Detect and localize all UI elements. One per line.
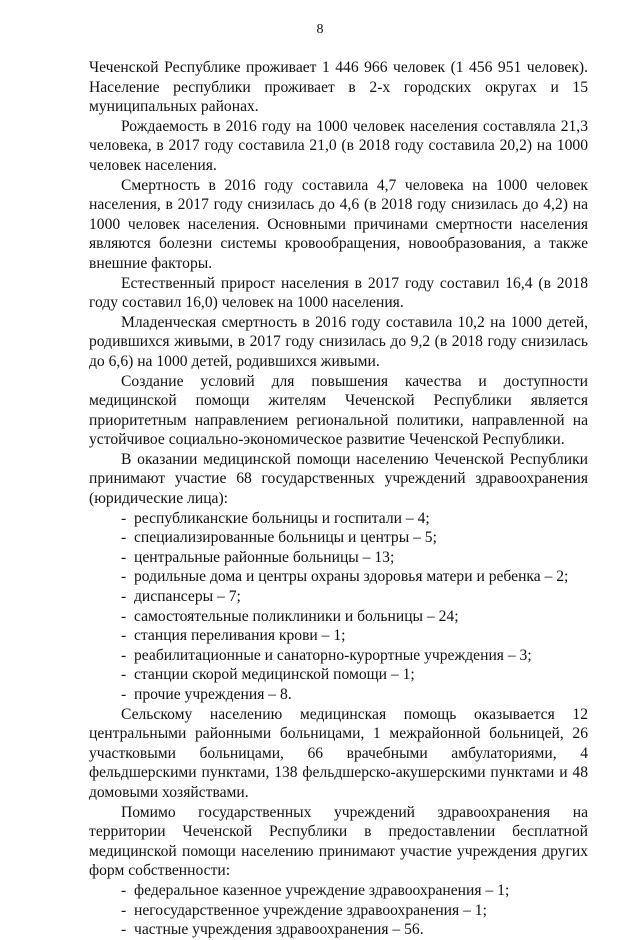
list-item: - специализированные больницы и центры – 5; (121, 528, 588, 548)
state-institutions-paragraph: В оказании медицинской помощи населению Чеченской Республики принимают участие 68 государственных учреждений здравоохранения (юридические лица): (89, 450, 588, 508)
list-item: - частные учреждения здравоохранения – 56. (121, 920, 588, 940)
birth-rate-paragraph: Рождаемость в 2016 году на 1000 человек населения составляла 21,3 человека, в 2017 году составила 21,0 (в 2018 году составила 20,2) на 1000 человек населения. (89, 117, 588, 174)
state-institutions-list (89, 509, 588, 705)
list-item: - родильные дома и центры охраны здоровья матери и ребенка – 2; (121, 567, 588, 587)
other-forms-list (89, 881, 588, 940)
list-item: - диспансеры – 7; (121, 587, 588, 607)
priority-paragraph: Создание условий для повышения качества и доступности медицинской помощи жителям Чеченской Республики является приоритетным направлением региональной политики, направленной на устойчивое социально-экономическое развитие Чеченской Республики. (89, 372, 588, 449)
list-item: - реабилитационные и санаторно-курортные учреждения – 3; (121, 646, 588, 666)
list-item: - республиканские больницы и госпитали – 4; (121, 509, 588, 529)
list-item: - самостоятельные поликлиники и больницы – 24; (121, 607, 588, 627)
mortality-paragraph: Смертность в 2016 году составила 4,7 человека на 1000 человек населения, в 2017 году снизилась до 4,6 (в 2018 году снизилась до 4,2) на 1000 человек населения. Основными причинами смертности населения являются болезни системы кровообращения, новообразования, а также внешние факторы. (89, 176, 588, 272)
list-item: - негосударственное учреждение здравоохранения – 1; (121, 901, 588, 921)
list-item: - центральные районные больницы – 13; (121, 548, 588, 568)
rural-care-paragraph: Сельскому населению медицинская помощь оказывается 12 центральными районными больницами, 1 межрайонной больницей, 26 участковыми больницами, 66 врачебными амбулаториями, 4 фельдшерскими пунктами, 138 фельдшерско-акушерскими пунктами и 48 домовыми хозяйствами. (89, 705, 588, 801)
list-item: - станция переливания крови – 1; (121, 626, 588, 646)
list-item: - станции скорой медицинской помощи – 1; (121, 665, 588, 685)
infant-mortality-paragraph: Младенческая смертность в 2016 году составила 10,2 на 1000 детей, родившихся живыми, в 2017 году снизилась до 9,2 (в 2018 году снизилась до 6,6) на 1000 детей, родившихся живыми. (89, 313, 588, 370)
population-paragraph: Чеченской Республике проживает 1 446 966 человек (1 456 951 человек). Население республики проживает в 2-х городских округах и 15 муниципальных районах. (89, 59, 588, 116)
other-forms-paragraph: Помимо государственных учреждений здравоохранения на территории Чеченской Республики в предоставлении бесплатной медицинской помощи населению принимают участие учреждения других форм собственности: (89, 803, 588, 880)
page-number: 8 (316, 22, 324, 37)
document-body (89, 58, 588, 940)
natural-growth-paragraph: Естественный прирост населения в 2017 году составил 16,4 (в 2018 году составил 16,0) человек на 1000 населения. (89, 274, 588, 312)
list-item: - прочие учреждения – 8. (121, 685, 588, 705)
list-item: - федеральное казенное учреждение здравоохранения – 1; (121, 881, 588, 901)
